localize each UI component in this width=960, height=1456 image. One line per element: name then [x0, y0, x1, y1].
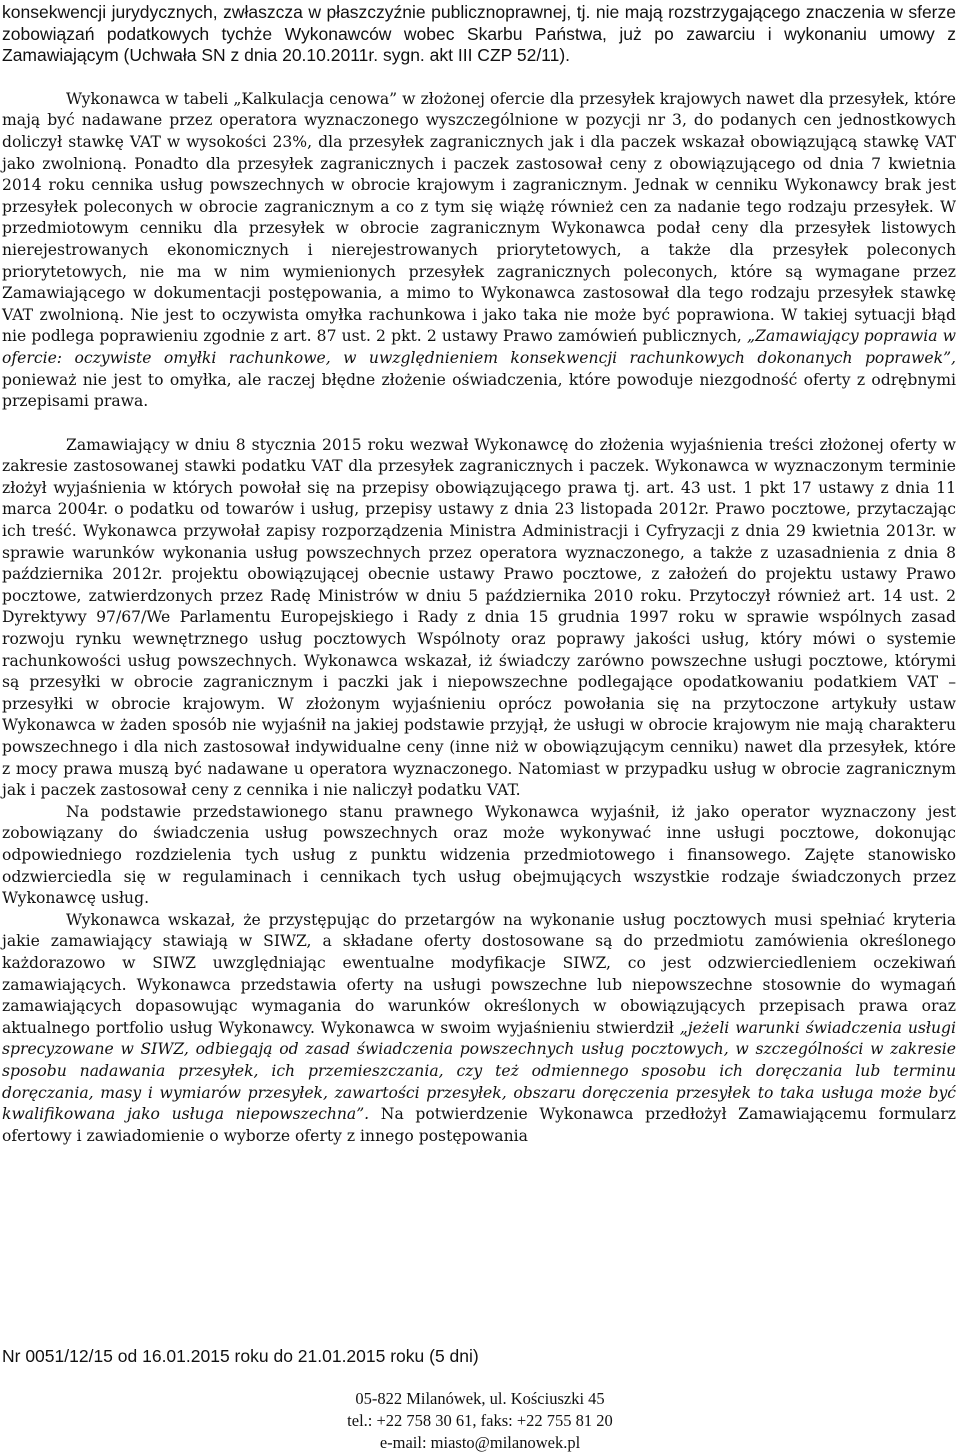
document-reference-number: Nr 0051/12/15 od 16.01.2015 roku do 21.01.2015 roku (5 dni)	[2, 1346, 479, 1366]
paragraph-uchwala-sn: konsekwencji jurydycznych, zwłaszcza w płaszczyźnie publicznoprawnej, tj. nie mają rozstrzygającego znaczenia w sferze zobowiązań podatkowych tychże Wykonawców wobec Skarbu Państwa, już po zawarciu i wykonaniu umowy z Zamawiającym (Uchwała SN z dnia 20.10.2011r. sygn. akt III CZP 52/11).	[2, 2, 956, 66]
quote-art-87: „Zamawiający poprawia w ofercie: oczywiste omyłki rachunkowe, w uwzględnieniem konsekwencji rachunkowych dokonanych poprawek”,	[2, 327, 956, 367]
footer-address: 05-822 Milanówek, ul. Kościuszki 45	[355, 1389, 605, 1408]
paragraph-kalkulacja-cenowa	[2, 89, 956, 413]
quote-wyjasnienie: „jeżeli warunki świadczenia usługi sprecyzowane w SIWZ, odbiegają od zasad świadczenia powszechnych usług pocztowych, w szczególności w zakresie sposobu nadawania przesyłek, ich przemieszczania, czy też odmiennego sposobu ich doręczania lub terminu doręczania, masy i wymiarów przesyłek, zawartości przesyłek, obszaru doręczenia przesyłek to taka usługa może być kwalifikowana jako usługa niepowszechna”.	[2, 1018, 956, 1124]
footer-email: e-mail: miasto@milanowek.pl	[379, 1433, 581, 1452]
page-footer	[0, 1388, 960, 1454]
paragraph-wezwanie: Zamawiający w dniu 8 stycznia 2015 roku wezwał Wykonawcę do złożenia wyjaśnienia treści złożonej oferty w zakresie zastosowanej stawki podatku VAT dla przesyłek zagranicznych i paczek. Wykonawca w wyznaczonym terminie złożył wyjaśnienia w których powołał się na przepisy obowiązującego prawa tj. art. 43 ust. 1 pkt 17 ustawy z dnia 11 marca 2004r. o podatku od towarów i usług, przepisy ustawy z dnia 23 listopada 2012r. Prawo pocztowe, przytaczając ich treść. Wykonawca przywołał zapisy rozporządzenia Ministra Administracji i Cyfryzacji z dnia 29 kwietnia 2013r. w sprawie warunków wykonania usług powszechnych przez operatora wyznaczonego, a także z uzasadnienia z dnia 8 października 2012r. projektu obowiązującej obecnie ustawy Prawo pocztowe, z założeń do projektu ustawy Prawo pocztowe, zatwierdzonych przez Radę Ministrów w dniu 5 października 2010 roku. Przytoczył również art. 14 ust. 2 Dyrektywy 97/67/We Parlamentu Europejskiego i Rady z dnia 15 grudnia 1997 roku w sprawie wspólnych zasad rozwoju rynku wewnętrznego usług pocztowych Wspólnoty oraz poprawy jakości usług, który mówi o systemie rachunkowości usług powszechnych. Wykonawca wskazał, iż świadczy zarówno powszechne usługi pocztowe, którymi są przesyłki w obrocie zagranicznym i paczki jak i niepowszechne podlegające opodatkowaniu podatkiem VAT – przesyłki w obrocie krajowym. W złożonym wyjaśnieniu oprócz powołania się na przytoczone artykuły ustaw Wykonawca w żaden sposób nie wyjaśnił na jakiej podstawie przyjął, że usługi w obrocie krajowym nie mają charakteru powszechnego i dla nich zastosował indywidualne ceny (inne niż w obowiązującym cenniku) nawet dla przesyłek, które z mocy prawa muszą być nadawane u operatora wyznaczonego. Natomiast w przypadku usług w obrocie zagranicznym jak i paczek zastosował ceny z cennika i nie naliczył podatku VAT.	[2, 435, 956, 800]
paragraph-wyjasnienie	[2, 910, 956, 1148]
paragraph-text: Wykonawca w tabeli „Kalkulacja cenowa” w złożonej ofercie dla przesyłek krajowych nawet dla przesyłek, które mają być nadawane przez operatora wyznaczonego wyszczególnione w pozycji nr 3, do podanych cen jednostkowych doliczył stawkę VAT w wysokości 23%, dla przesyłek zagranicznych jak i dla paczek wskazał obowiązującą stawkę VAT jako zwolnioną. Ponadto dla przesyłek zagranicznych i paczek zastosował ceny z obowiązującego od dnia 7 kwietnia 2014 roku cennika usług powszechnych w obrocie krajowym i zagranicznym. Jednak w cenniku Wykonawcy brak jest przesyłek poleconych w obrocie zagranicznym a co z tym się wiążę również cen za nadanie tego rodzaju przesyłek. W przedmiotowym cenniku dla przesyłek w obrocie zagranicznym Wykonawca podał ceny dla przesyłek listowych nierejestrowanych ekonomicznych i nierejestrowanych priorytetowych, a także dla przesyłek poleconych priorytetowych, nie ma w nim wymienionych przesyłek zagranicznych poleconych, które są wymagane przez Zamawiającego w dokumentacji postępowania, a mimo to Wykonawca zastosował dla tego rodzaju przesyłek stawkę VAT zwolnioną. Nie jest to oczywista omyłka rachunkowa i jako taka nie może być poprawiona. W takiej sytuacji błąd nie podlega poprawieniu zgodnie z art. 87 ust. 2 pkt. 2 ustawy Prawo zamówień publicznych,	[2, 89, 956, 346]
paragraph-text: Wykonawca wskazał, że przystępując do przetargów na wykonanie usług pocztowych musi spełniać kryteria jakie zamawiający stawiają w SIWZ, a składane oferty dostosowane są do przedmiotu zamówienia określonego każdorazowo w SIWZ uwzględniając ewentualne modyfikacje SIWZ, co jest odzwierciedleniem oczekiwań zamawiających. Wykonawca przedstawia oferty na usługi powszechne lub niepowszechne stosownie do wymagań zamawiających dopasowując wymagania do warunków określonych w obowiązujących przepisach prawa oraz aktualnego portfolio usług Wykonawcy. Wykonawca w swoim wyjaśnieniu stwierdził	[2, 910, 956, 1037]
paragraph-text: Na potwierdzenie Wykonawca przedłożył Zamawiającemu formularz ofertowy i zawiadomienie o wyborze oferty z innego postępowania	[2, 1105, 956, 1145]
paragraph-text: ponieważ nie jest to omyłka, ale raczej błędne złożenie oświadczenia, które powoduje niezgodność oferty z odrębnymi przepisami prawa.	[2, 370, 956, 411]
paragraph-stan-prawny: Na podstawie przedstawionego stanu prawnego Wykonawca wyjaśnił, iż jako operator wyznaczony jest zobowiązany do świadczenia usług powszechnych oraz może wykonywać inne usługi pocztowe, dokonując odpowiedniego rozdzielenia tych usług z punktu widzenia przedmiotowego i finansowego. Zajęte stanowisko odzwierciedla się w regulaminach i cennikach tych usług obejmujących wszystkie rodzaje świadczonych przez Wykonawcę usług.	[2, 802, 956, 908]
footer-phone: tel.: +22 758 30 61, faks: +22 755 81 20	[347, 1411, 613, 1430]
document-body	[2, 2, 956, 1147]
